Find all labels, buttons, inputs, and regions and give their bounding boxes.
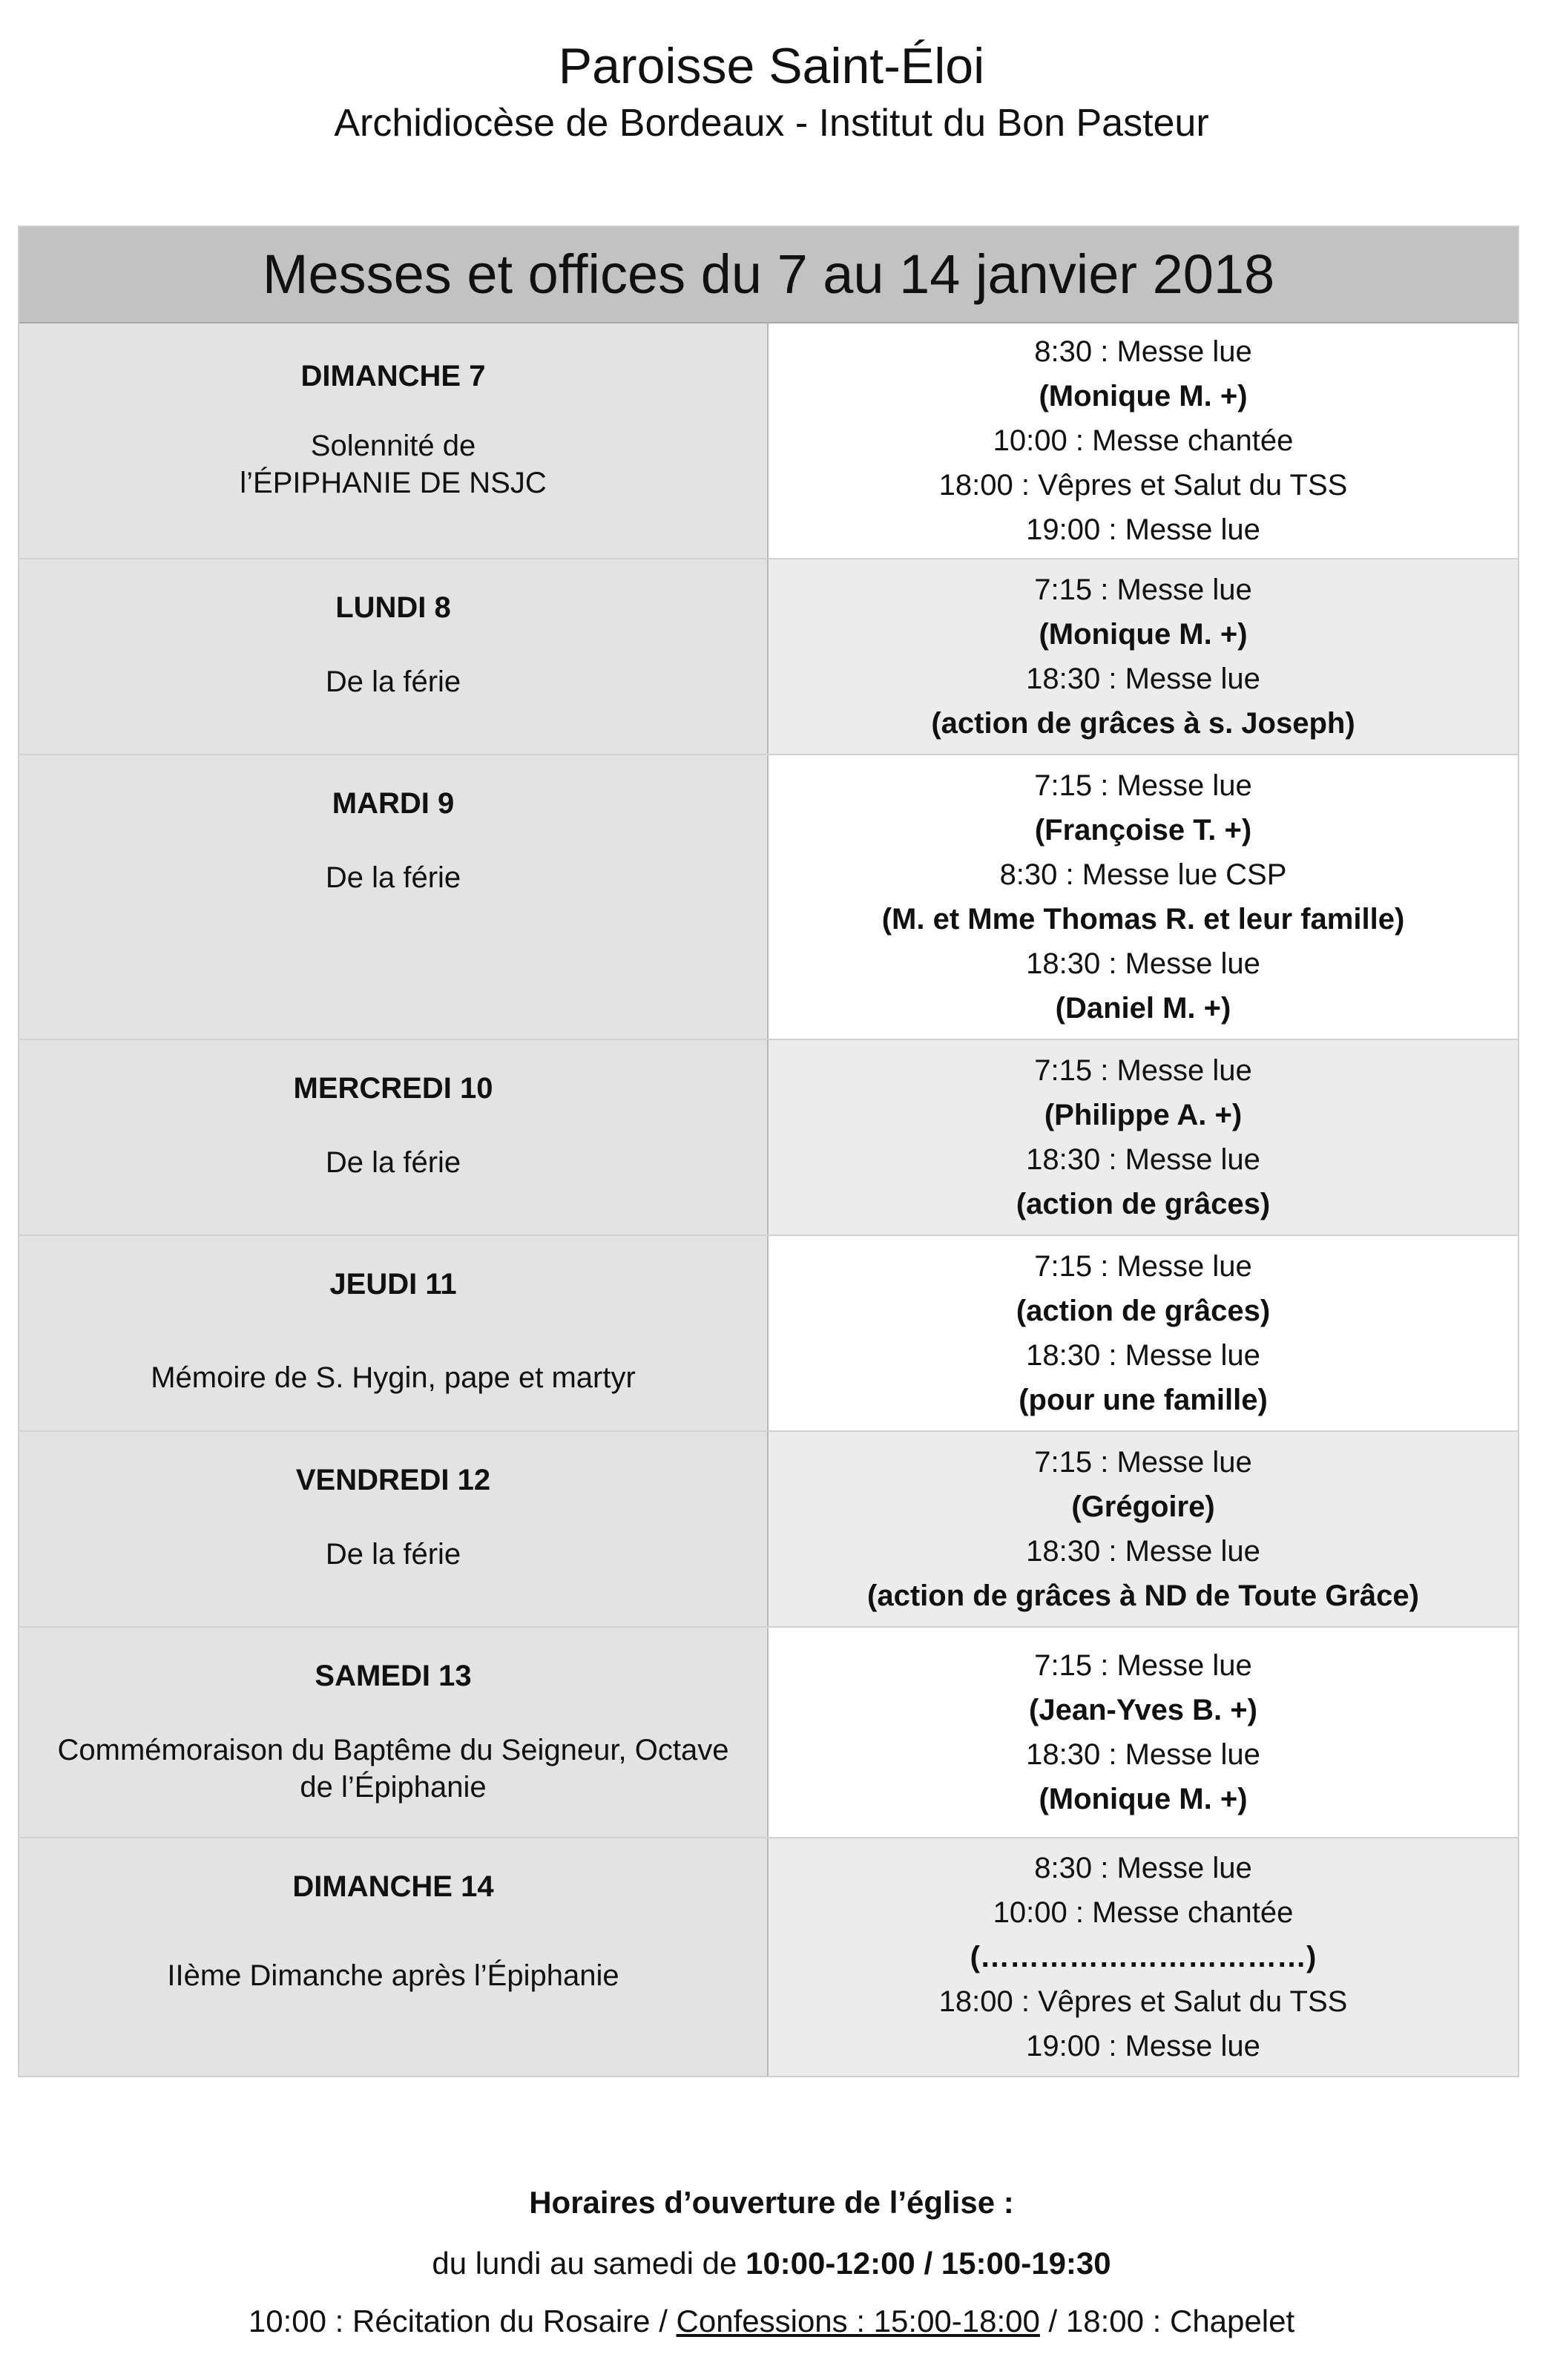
mass-intention: (pour une famille) [1019,1384,1268,1416]
rosary-text: 10:00 : Récitation du Rosaire / [248,2304,677,2338]
service-time: 18:30 : Messe lue [1026,1738,1260,1771]
description-line: l’ÉPIPHANIE DE NSJC [240,467,547,499]
document-header [0,33,1543,147]
services-cell [769,755,1518,1039]
day-label: DIMANCHE 14 [292,1870,494,1903]
confessions-text: Confessions : 15:00-18:00 [676,2304,1040,2338]
service-time: 18:30 : Messe lue [1026,1339,1260,1372]
liturgical-description [19,1359,767,1396]
liturgical-description [19,1144,767,1181]
mass-intention: (Jean-Yves B. +) [1029,1694,1257,1726]
description-line: Commémoraison du Baptême du Seigneur, Octave [57,1734,729,1766]
hours-heading: Horaires d’ouverture de l’église : [529,2185,1014,2220]
schedule-title: Messes et offices du 7 au 14 janvier 2018 [19,227,1518,323]
service-time: 19:00 : Messe lue [1026,2030,1260,2062]
liturgical-description [19,859,767,896]
service-time: 10:00 : Messe chantée [993,1896,1294,1929]
mass-intention: (action de grâces) [1016,1295,1271,1327]
mass-intention: (……………………………) [970,1941,1317,1973]
services-cell [769,1040,1518,1235]
day-label: LUNDI 8 [335,591,451,624]
schedule-row [19,559,1518,755]
schedule-rows [19,323,1518,2076]
schedule-row [19,755,1518,1040]
hours-value: 10:00-12:00 / 15:00-19:30 [745,2246,1111,2281]
hours-line [0,2245,1543,2282]
services-cell [769,559,1518,754]
schedule-row [19,1040,1518,1236]
liturgical-description [19,1957,767,1994]
description-line: De la férie [325,1146,461,1179]
service-time: 7:15 : Messe lue [1034,1649,1252,1682]
parish-subtitle: Archidiocèse de Bordeaux - Institut du Bon Pasteur [334,102,1209,145]
service-time: 7:15 : Messe lue [1034,769,1252,802]
day-label: DIMANCHE 7 [300,360,486,392]
liturgical-description [19,1536,767,1573]
hours-prefix: du lundi au samedi de [432,2246,746,2281]
day-cell [19,1040,769,1235]
mass-intention: (Grégoire) [1071,1490,1215,1523]
mass-intention: (Françoise T. +) [1034,814,1252,847]
schedule-row [19,1432,1518,1628]
mass-intention: (action de grâces à ND de Toute Grâce) [867,1579,1419,1612]
service-time: 7:15 : Messe lue [1034,573,1252,606]
mass-schedule-table [18,226,1519,2077]
description-line: de l’Épiphanie [300,1771,487,1804]
services-line [0,2303,1543,2340]
day-label: SAMEDI 13 [315,1660,472,1692]
services-cell [769,323,1518,558]
mass-intention: (Monique M. +) [1039,380,1248,412]
mass-intention: (Monique M. +) [1039,1783,1248,1815]
service-time: 18:30 : Messe lue [1026,947,1260,980]
day-cell [19,559,769,754]
mass-intention: (Philippe A. +) [1044,1099,1243,1131]
day-cell [19,1628,769,1837]
description-line: De la férie [325,1538,461,1571]
service-time: 8:30 : Messe lue [1034,1852,1252,1884]
day-label: JEUDI 11 [329,1268,457,1301]
liturgical-description [19,663,767,700]
day-label: VENDREDI 12 [295,1464,491,1496]
service-time: 10:00 : Messe chantée [993,424,1294,457]
liturgical-description [19,1732,767,1806]
schedule-row [19,1838,1518,2076]
mass-intention: (Monique M. +) [1039,618,1248,651]
service-time: 18:00 : Vêpres et Salut du TSS [938,469,1348,502]
service-time: 18:00 : Vêpres et Salut du TSS [938,1985,1348,2018]
chapelet-text: / 18:00 : Chapelet [1039,2304,1295,2338]
service-time: 19:00 : Messe lue [1026,513,1260,546]
day-cell [19,1432,769,1626]
service-time: 18:30 : Messe lue [1026,663,1260,695]
service-time: 7:15 : Messe lue [1034,1250,1252,1283]
mass-intention: (action de grâces à s. Joseph) [931,707,1355,740]
mass-intention: (M. et Mme Thomas R. et leur famille) [881,903,1405,936]
mass-intention: (Daniel M. +) [1055,992,1231,1025]
day-cell [19,323,769,558]
service-time: 7:15 : Messe lue [1034,1446,1252,1479]
parish-name: Paroisse Saint-Éloi [558,38,985,94]
day-label: MERCREDI 10 [293,1072,493,1105]
service-time: 8:30 : Messe lue CSP [999,858,1287,891]
liturgical-description [19,427,767,502]
day-cell [19,1236,769,1430]
schedule-row [19,1236,1518,1432]
description-line: De la férie [325,665,461,698]
service-time: 18:30 : Messe lue [1026,1535,1260,1568]
day-label: MARDI 9 [332,787,455,820]
services-cell [769,1432,1518,1626]
schedule-row [19,1628,1518,1838]
description-line: De la férie [325,861,461,894]
description-line: IIème Dimanche après l’Épiphanie [167,1959,619,1992]
day-cell [19,1838,769,2076]
service-time: 18:30 : Messe lue [1026,1143,1260,1176]
schedule-row [19,323,1518,559]
description-line: Solennité de [310,430,476,462]
services-cell [769,1628,1518,1837]
description-line: Mémoire de S. Hygin, pape et martyr [151,1361,636,1394]
day-cell [19,755,769,1039]
mass-intention: (action de grâces) [1016,1188,1271,1220]
service-time: 8:30 : Messe lue [1034,335,1252,368]
service-time: 7:15 : Messe lue [1034,1054,1252,1087]
services-cell [769,1838,1518,2076]
services-cell [769,1236,1518,1430]
